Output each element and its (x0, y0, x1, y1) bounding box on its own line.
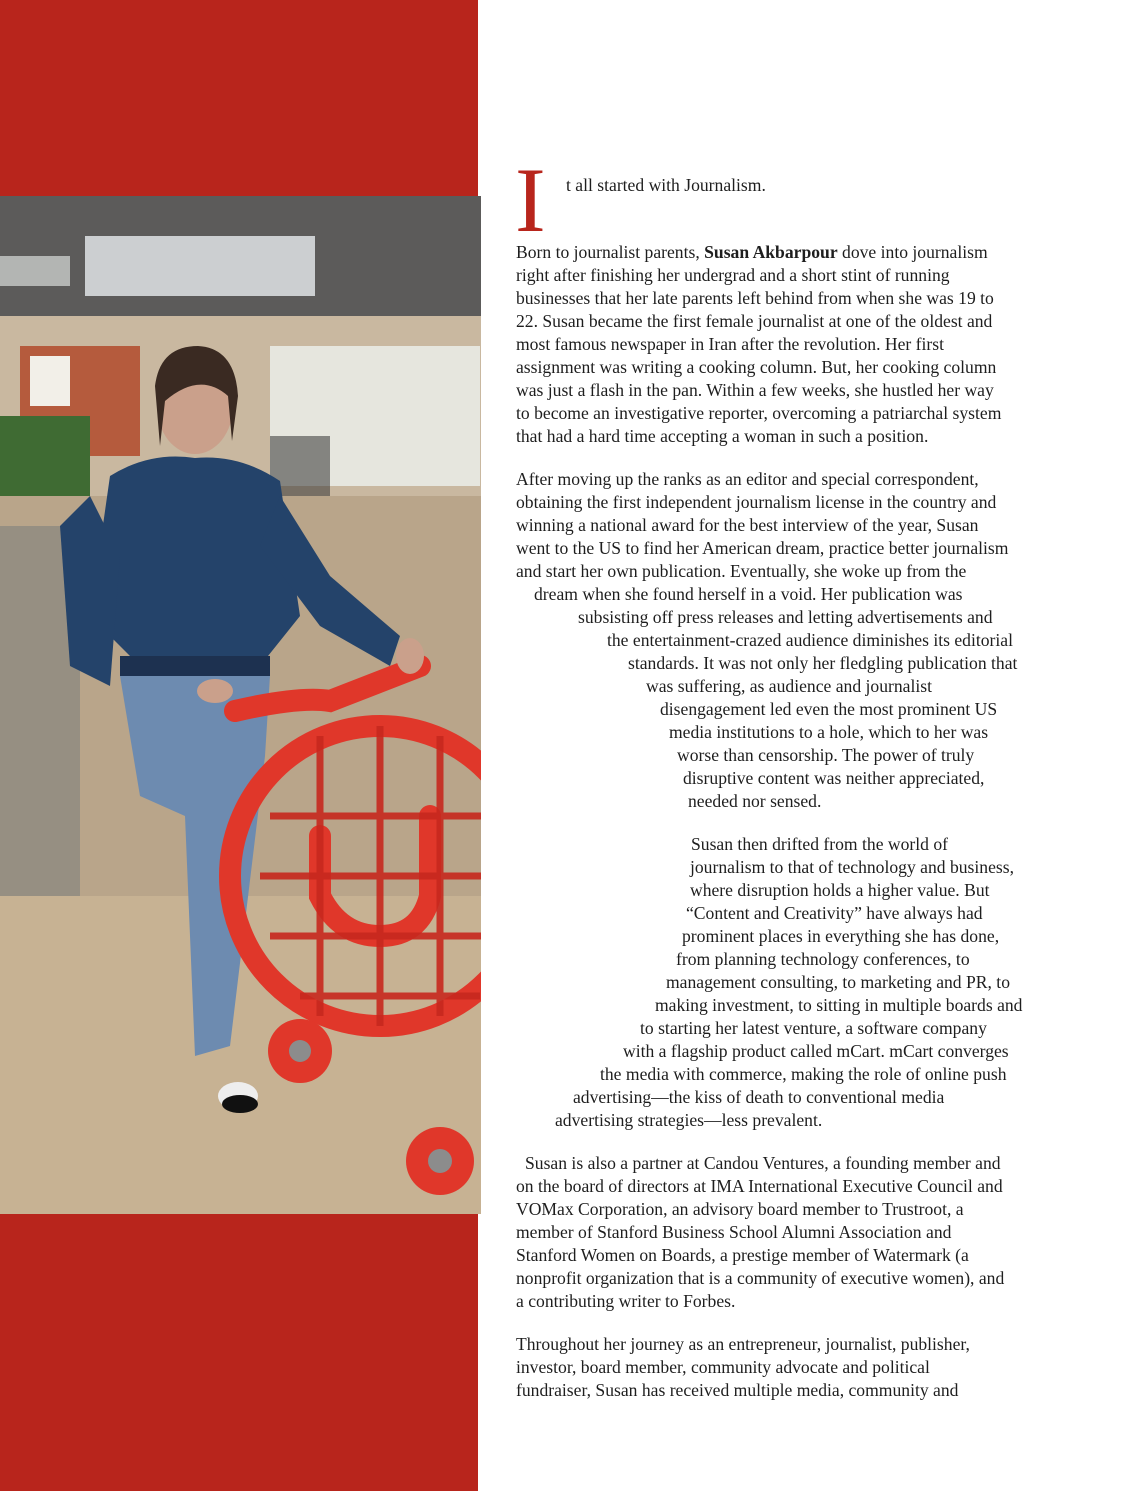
paragraph-line: dream when she found herself in a void. Her publication was (534, 584, 963, 604)
paragraph-line: After moving up the ranks as an editor and special correspondent, (516, 469, 979, 489)
paragraph-line: where disruption holds a higher value. But (690, 880, 990, 900)
paragraph-line: the media with commerce, making the role of online push (600, 1064, 1007, 1084)
paragraph-line: was suffering, as audience and journalist (646, 676, 932, 696)
paragraph-line: fundraiser, Susan has received multiple media, community and (516, 1380, 959, 1400)
paragraph-line: businesses that her late parents left behind from when she was 19 to (516, 288, 994, 308)
paragraph-line: Born to journalist parents, Susan Akbarpour dove into journalism (516, 242, 988, 262)
paragraph-line: investor, board member, community advocate and political (516, 1357, 930, 1377)
paragraph-line: management consulting, to marketing and PR, to (666, 972, 1010, 992)
paragraph-line: “Content and Creativity” have always had (686, 903, 983, 923)
paragraph-line: most famous newspaper in Iran after the revolution. Her first (516, 334, 944, 354)
paragraph-line: a contributing writer to Forbes. (516, 1291, 736, 1311)
paragraph-line: disengagement led even the most prominent US (660, 699, 998, 719)
paragraph-line: to starting her latest venture, a software company (640, 1018, 987, 1038)
paragraph-line: right after finishing her undergrad and a short stint of running (516, 265, 950, 285)
paragraph-line: prominent places in everything she has done, (682, 926, 1000, 946)
paragraph-line: Susan is also a partner at Candou Ventures, a founding member and (525, 1153, 1001, 1173)
paragraph-line: went to the US to find her American dream, practice better journalism (516, 538, 1009, 558)
paragraph-line: the entertainment-crazed audience diminishes its editorial (607, 630, 1013, 650)
paragraph-line: was just a flash in the pan. Within a few weeks, she hustled her way (516, 380, 994, 400)
paragraph-line: advertising—the kiss of death to conventional media (573, 1087, 945, 1107)
paragraph-line: advertising strategies—less prevalent. (555, 1110, 823, 1130)
paragraph-line: assignment was writing a cooking column. But, her cooking column (516, 357, 997, 377)
paragraph-line: obtaining the first independent journalism license in the country and (516, 492, 997, 512)
paragraph-line: that had a hard time accepting a woman in such a position. (516, 426, 929, 446)
paragraph-line: Susan then drifted from the world of (691, 834, 949, 854)
author-name: Susan Akbarpour (704, 242, 838, 262)
paragraph-line: nonprofit organization that is a community of executive women), and (516, 1268, 1005, 1288)
opening-line: t all started with Journalism. (566, 175, 766, 195)
paragraph-line: and start her own publication. Eventually, she woke up from the (516, 561, 967, 581)
paragraph-line: on the board of directors at IMA International Executive Council and (516, 1176, 1003, 1196)
paragraph-line: journalism to that of technology and business, (690, 857, 1014, 877)
paragraph-line: from planning technology conferences, to (676, 949, 970, 969)
paragraph-line: making investment, to sitting in multiple boards and (655, 995, 1023, 1015)
paragraph-line: Throughout her journey as an entrepreneur, journalist, publisher, (516, 1334, 970, 1354)
paragraph-line: member of Stanford Business School Alumni Association and (516, 1222, 952, 1242)
paragraph-line: with a flagship product called mCart. mCart converges (623, 1041, 1009, 1061)
paragraph-line: worse than censorship. The power of truly (677, 745, 975, 765)
paragraph-line: needed nor sensed. (688, 791, 822, 811)
paragraph-line: winning a national award for the best interview of the year, Susan (516, 515, 979, 535)
paragraph-line: standards. It was not only her fledgling publication that (628, 653, 1018, 673)
paragraph-line: VOMax Corporation, an advisory board member to Trustroot, a (516, 1199, 964, 1219)
paragraph-line: Stanford Women on Boards, a prestige member of Watermark (a (516, 1245, 969, 1265)
drop-cap: I (515, 149, 546, 251)
paragraph-line: media institutions to a hole, which to her was (669, 722, 989, 742)
paragraph-line: subsisting off press releases and letting advertisements and (578, 607, 993, 627)
paragraph-line: disruptive content was neither appreciated, (683, 768, 985, 788)
paragraph-line: to become an investigative reporter, overcoming a patriarchal system (516, 403, 1002, 423)
paragraph-line: 22. Susan became the first female journalist at one of the oldest and (516, 311, 993, 331)
